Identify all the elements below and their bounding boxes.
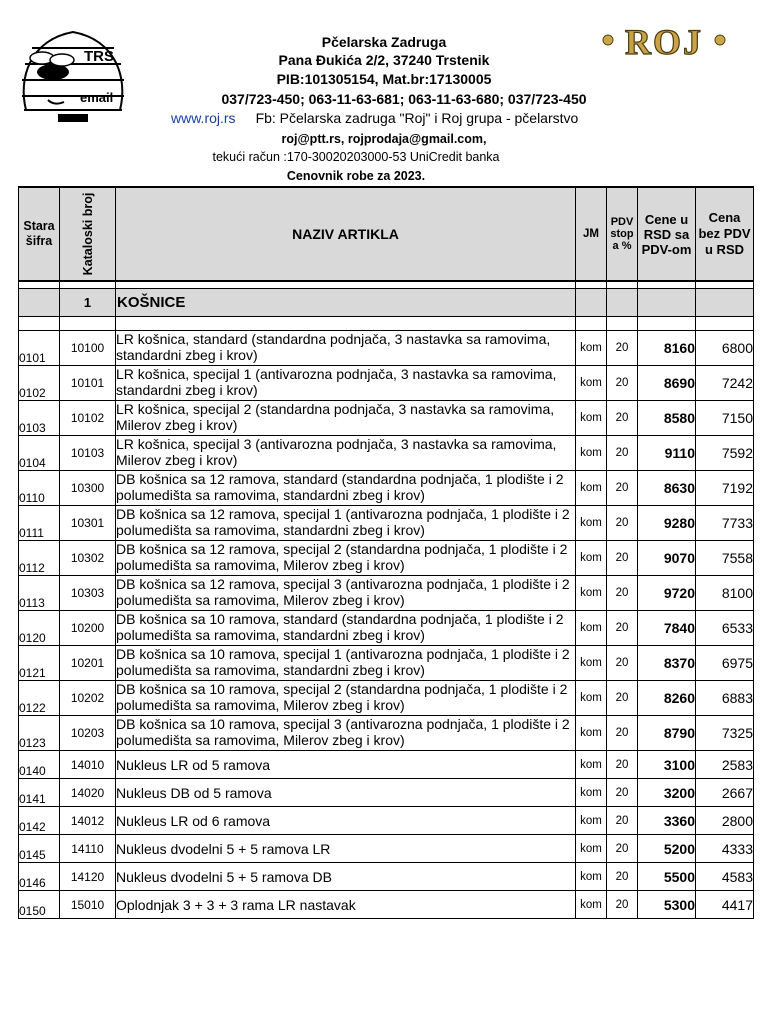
pdv-cell: 20 (607, 891, 638, 919)
kataloski-broj-cell: 10102 (60, 401, 116, 436)
table-row (19, 779, 754, 807)
cena-bez-pdv-cell: 7150 (696, 401, 754, 436)
cena-bez-pdv-cell: 7592 (696, 436, 754, 471)
naziv-artikla-cell: LR košnica, specijal 3 (antivarozna podnjača, 3 nastavka sa ramovima, Milerov zbeg i krov) (116, 436, 576, 471)
cena-bez-pdv-cell: 4583 (696, 863, 754, 891)
category-title: KOŠNICE (116, 289, 576, 317)
jm-cell: kom (576, 576, 607, 611)
table-row (19, 366, 754, 401)
kataloski-broj-cell: 10303 (60, 576, 116, 611)
table-row (19, 436, 754, 471)
jm-cell: kom (576, 716, 607, 751)
pdv-cell: 20 (607, 541, 638, 576)
spacer-row (19, 317, 754, 331)
kataloski-broj-cell: 10101 (60, 366, 116, 401)
kataloski-broj-cell: 10100 (60, 331, 116, 366)
naziv-artikla-cell: LR košnica, standard (standardna podnjača, 3 nastavka sa ramovima, standardni zbeg i krov) (116, 331, 576, 366)
table-row (19, 506, 754, 541)
stara-sifra-cell: 0142 (19, 807, 60, 835)
stara-sifra-cell: 0121 (19, 646, 60, 681)
kataloski-broj-cell: 14120 (60, 863, 116, 891)
cena-sa-pdv-cell: 9110 (638, 436, 696, 471)
stara-sifra-cell: 0104 (19, 436, 60, 471)
web-line (171, 110, 578, 126)
table-row (19, 716, 754, 751)
kataloski-broj-cell: 10300 (60, 471, 116, 506)
stara-sifra-cell: 0146 (19, 863, 60, 891)
jm-cell: kom (576, 471, 607, 506)
table-row (19, 401, 754, 436)
table-row (19, 807, 754, 835)
org-emails: roj@ptt.rs, rojprodaja@gmail.com, (281, 132, 487, 146)
category-row (19, 289, 754, 317)
spacer-row (19, 281, 754, 289)
jm-cell: kom (576, 541, 607, 576)
cena-sa-pdv-cell: 5300 (638, 891, 696, 919)
stara-sifra-cell: 0141 (19, 779, 60, 807)
cena-sa-pdv-cell: 7840 (638, 611, 696, 646)
kataloski-broj-cell: 10200 (60, 611, 116, 646)
kataloski-broj-cell: 10301 (60, 506, 116, 541)
cena-sa-pdv-cell: 8580 (638, 401, 696, 436)
cena-bez-pdv-cell: 4333 (696, 835, 754, 863)
cena-bez-pdv-cell: 7192 (696, 471, 754, 506)
cena-sa-pdv-cell: 3100 (638, 751, 696, 779)
stara-sifra-cell: 0140 (19, 751, 60, 779)
document-header (0, 0, 768, 186)
stara-sifra-cell: 0110 (19, 471, 60, 506)
table-header-row (19, 187, 754, 281)
cena-bez-pdv-cell: 8100 (696, 576, 754, 611)
kataloski-broj-cell: 10203 (60, 716, 116, 751)
stara-sifra-cell: 0122 (19, 681, 60, 716)
cena-bez-pdv-cell: 2667 (696, 779, 754, 807)
cena-bez-pdv-cell: 6883 (696, 681, 754, 716)
col-header-cena-bez-pdv: Cena bez PDV u RSD (696, 187, 754, 281)
cena-sa-pdv-cell: 5200 (638, 835, 696, 863)
table-row (19, 611, 754, 646)
stara-sifra-cell: 0150 (19, 891, 60, 919)
jm-cell: kom (576, 366, 607, 401)
cena-bez-pdv-cell: 7733 (696, 506, 754, 541)
pdv-cell: 20 (607, 863, 638, 891)
table-row (19, 891, 754, 919)
pdv-cell: 20 (607, 716, 638, 751)
jm-cell: kom (576, 681, 607, 716)
cena-bez-pdv-cell: 7325 (696, 716, 754, 751)
naziv-artikla-cell: DB košnica sa 10 ramova, specijal 2 (standardna podnjača, 1 plodište i 2 polumedišta sa ramovima, Milerov zbeg i krov) (116, 681, 576, 716)
kataloski-broj-cell: 14010 (60, 751, 116, 779)
stara-sifra-cell: 0102 (19, 366, 60, 401)
pdv-cell: 20 (607, 436, 638, 471)
cena-sa-pdv-cell: 8630 (638, 471, 696, 506)
table-row (19, 863, 754, 891)
table-row (19, 331, 754, 366)
pdv-cell: 20 (607, 611, 638, 646)
kataloski-broj-cell: 10202 (60, 681, 116, 716)
cena-sa-pdv-cell: 9720 (638, 576, 696, 611)
pdv-cell: 20 (607, 646, 638, 681)
price-table (18, 186, 754, 919)
logo-text-trs: TRS (84, 48, 114, 65)
naziv-artikla-cell: DB košnica sa 12 ramova, standard (standardna podnjača, 1 plodište i 2 polumedišta sa ramovima, standardni zbeg i krov) (116, 471, 576, 506)
kataloski-broj-cell: 10302 (60, 541, 116, 576)
table-row (19, 576, 754, 611)
naziv-artikla-cell: Nukleus dvodelni 5 + 5 ramova DB (116, 863, 576, 891)
cena-sa-pdv-cell: 3360 (638, 807, 696, 835)
naziv-artikla-cell: DB košnica sa 10 ramova, specijal 1 (antivarozna podnjača, 1 plodište i 2 polumedišta sa ramovima, standardni zbeg i krov) (116, 646, 576, 681)
naziv-artikla-cell: DB košnica sa 10 ramova, standard (standardna podnjača, 1 plodište i 2 polumedišta sa ramovima, standardni zbeg i krov) (116, 611, 576, 646)
pdv-cell: 20 (607, 807, 638, 835)
naziv-artikla-cell: DB košnica sa 12 ramova, specijal 1 (antivarozna podnjača, 1 plodište i 2 polumedišta sa ramovima, standardni zbeg i krov) (116, 506, 576, 541)
jm-cell: kom (576, 751, 607, 779)
cena-bez-pdv-cell: 7242 (696, 366, 754, 401)
pdv-cell: 20 (607, 751, 638, 779)
cena-sa-pdv-cell: 9280 (638, 506, 696, 541)
cena-sa-pdv-cell: 8160 (638, 331, 696, 366)
kataloski-broj-cell: 15010 (60, 891, 116, 919)
jm-cell: kom (576, 506, 607, 541)
cena-bez-pdv-cell: 2800 (696, 807, 754, 835)
stara-sifra-cell: 0120 (19, 611, 60, 646)
stara-sifra-cell: 0113 (19, 576, 60, 611)
website-link[interactable]: www.roj.rs (171, 110, 236, 126)
cena-bez-pdv-cell: 7558 (696, 541, 754, 576)
kataloski-broj-cell: 14110 (60, 835, 116, 863)
stara-sifra-cell: 0145 (19, 835, 60, 863)
jm-cell: kom (576, 331, 607, 366)
jm-cell: kom (576, 807, 607, 835)
jm-cell: kom (576, 863, 607, 891)
col-header-pdv: PDV stop a % (607, 187, 638, 281)
stara-sifra-cell: 0112 (19, 541, 60, 576)
jm-cell: kom (576, 611, 607, 646)
stara-sifra-cell: 0101 (19, 331, 60, 366)
kataloski-broj-cell: 14012 (60, 807, 116, 835)
table-row (19, 681, 754, 716)
kataloski-broj-cell: 10103 (60, 436, 116, 471)
cena-sa-pdv-cell: 5500 (638, 863, 696, 891)
jm-cell: kom (576, 779, 607, 807)
naziv-artikla-cell: DB košnica sa 12 ramova, specijal 2 (standardna podnjača, 1 plodište i 2 polumedišta sa ramovima, Milerov zbeg i krov) (116, 541, 576, 576)
kataloski-broj-cell: 10201 (60, 646, 116, 681)
org-phones: 037/723-450; 063-11-63-681; 063-11-63-680; 037/723-450 (221, 91, 587, 107)
cena-sa-pdv-cell: 8690 (638, 366, 696, 401)
cena-sa-pdv-cell: 3200 (638, 779, 696, 807)
naziv-artikla-cell: Oplodnjak 3 + 3 + 3 rama LR nastavak (116, 891, 576, 919)
cena-bez-pdv-cell: 4417 (696, 891, 754, 919)
naziv-artikla-cell: Nukleus dvodelni 5 + 5 ramova LR (116, 835, 576, 863)
pdv-cell: 20 (607, 331, 638, 366)
naziv-artikla-cell: Nukleus LR od 5 ramova (116, 751, 576, 779)
naziv-artikla-cell: LR košnica, specijal 1 (antivarozna podnjača, 3 nastavka sa ramovima, standardni zbeg i krov) (116, 366, 576, 401)
cena-sa-pdv-cell: 9070 (638, 541, 696, 576)
col-header-naziv: NAZIV ARTIKLA (116, 187, 576, 281)
naziv-artikla-cell: DB košnica sa 10 ramova, specijal 3 (antivarozna podnjača, 1 plodište i 2 polumedišta sa ramovima, Milerov zbeg i krov) (116, 716, 576, 751)
table-row (19, 835, 754, 863)
cena-bez-pdv-cell: 6975 (696, 646, 754, 681)
table-row (19, 541, 754, 576)
cena-sa-pdv-cell: 8790 (638, 716, 696, 751)
stara-sifra-cell: 0111 (19, 506, 60, 541)
org-ids: PIB:101305154, Mat.br:17130005 (276, 71, 492, 87)
logo-text-email: email (80, 90, 114, 105)
pdv-cell: 20 (607, 779, 638, 807)
naziv-artikla-cell: DB košnica sa 12 ramova, specijal 3 (antivarozna podnjača, 1 plodište i 2 polumedišta sa ramovima, Milerov zbeg i krov) (116, 576, 576, 611)
table-row (19, 751, 754, 779)
col-header-cena-sa-pdv: Cene u RSD sa PDV-om (638, 187, 696, 281)
jm-cell: kom (576, 835, 607, 863)
col-header-jm: JM (576, 187, 607, 281)
table-row (19, 471, 754, 506)
jm-cell: kom (576, 436, 607, 471)
table-row (19, 646, 754, 681)
org-name: Pčelarska Zadruga (321, 34, 447, 50)
pdv-cell: 20 (607, 835, 638, 863)
pdv-cell: 20 (607, 401, 638, 436)
jm-cell: kom (576, 891, 607, 919)
naziv-artikla-cell: Nukleus DB od 5 ramova (116, 779, 576, 807)
org-address: Pana Đukića 2/2, 37240 Trstenik (278, 52, 490, 68)
pdv-cell: 20 (607, 471, 638, 506)
pdv-cell: 20 (607, 681, 638, 716)
pdv-cell: 20 (607, 366, 638, 401)
cena-bez-pdv-cell: 6533 (696, 611, 754, 646)
pdv-cell: 20 (607, 576, 638, 611)
col-header-stara-sifra: Stara šifra (19, 187, 60, 281)
bank-account: tekući račun :170-30020203000-53 UniCredit banka (212, 150, 500, 164)
cena-sa-pdv-cell: 8370 (638, 646, 696, 681)
facebook-text: Fb: Pčelarska zadruga "Roj" i Roj grupa - pčelarstvo (255, 110, 579, 126)
jm-cell: kom (576, 401, 607, 436)
cena-bez-pdv-cell: 6800 (696, 331, 754, 366)
kataloski-broj-cell: 14020 (60, 779, 116, 807)
stara-sifra-cell: 0103 (19, 401, 60, 436)
category-number: 1 (60, 289, 116, 317)
stara-sifra-cell: 0123 (19, 716, 60, 751)
cena-sa-pdv-cell: 8260 (638, 681, 696, 716)
roj-logo-text: ROJ (625, 22, 703, 62)
pricelist-title: Cenovnik robe za 2023. (286, 169, 426, 183)
col-header-kataloski-broj: Kataloski broj (60, 187, 116, 281)
naziv-artikla-cell: LR košnica, specijal 2 (standardna podnjača, 3 nastavka sa ramovima, Milerov zbeg i krov) (116, 401, 576, 436)
pdv-cell: 20 (607, 506, 638, 541)
cena-bez-pdv-cell: 2583 (696, 751, 754, 779)
jm-cell: kom (576, 646, 607, 681)
naziv-artikla-cell: Nukleus LR od 6 ramova (116, 807, 576, 835)
